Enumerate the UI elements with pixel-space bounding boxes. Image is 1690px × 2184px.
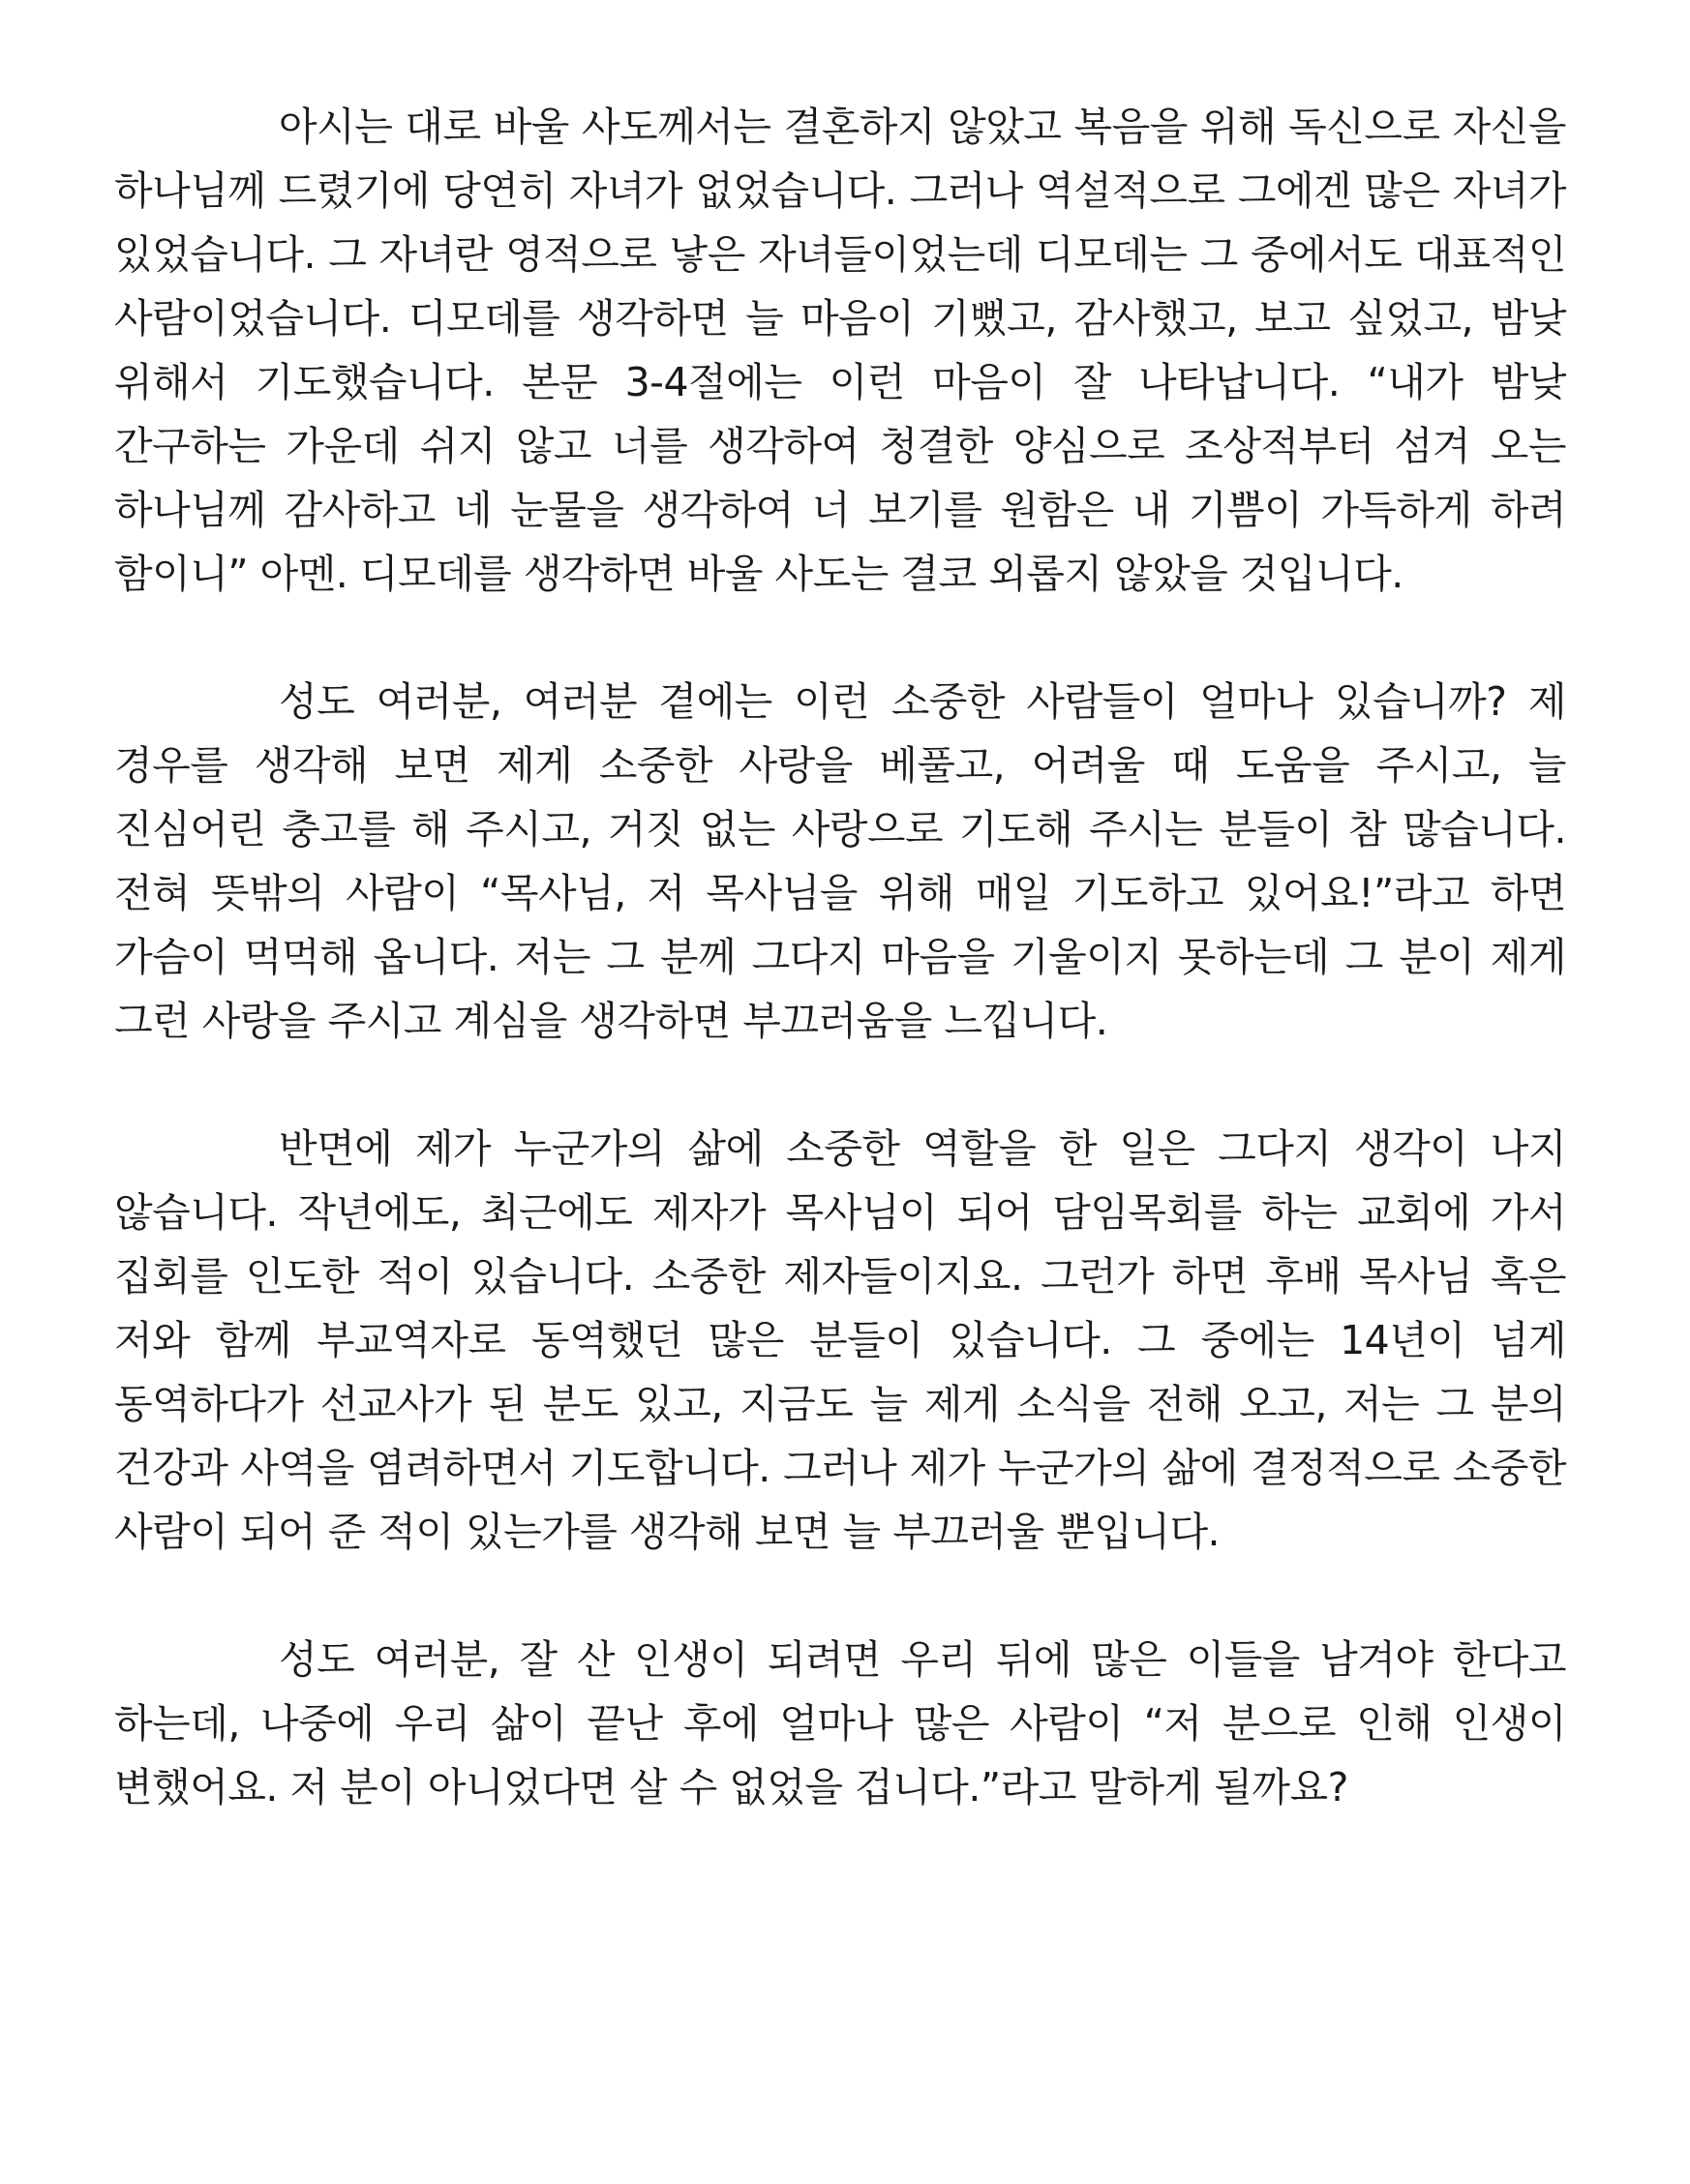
document-page xyxy=(114,95,1566,1819)
paragraph-1: 아시는 대로 바울 사도께서는 결혼하지 않았고 복음을 위해 독신으로 자신을 하나님께 드렸기에 당연히 자녀가 없었습니다. 그러나 역설적으로 그에겐 많은 자녀가 있었습니다. 그 자녀란 영적으로 낳은 자녀들이었는데 디모데는 그 중에서도 대표적인 사람이었습니다. 디모데를 생각하면 늘 마음이 기뻤고, 감사했고, 보고 싶었고, 밤낮 위해서 기도했습니다. 본문 3-4절에는 이런 마음이 잘 나타납니다. “내가 밤낮 간구하는 가운데 쉬지 않고 너를 생각하여 청결한 양심으로 조상적부터 섬겨 오는 하나님께 감사하고 네 눈물을 생각하여 너 보기를 원함은 내 기쁨이 가득하게 하려 함이니” 아멘. 디모데를 생각하면 바울 사도는 결코 외롭지 않았을 것입니다. xyxy=(114,104,1566,597)
paragraph-2: 성도 여러분, 여러분 곁에는 이런 소중한 사람들이 얼마나 있습니까? 제 경우를 생각해 보면 제게 소중한 사랑을 베풀고, 어려울 때 도움을 주시고, 늘 진심어린 충고를 해 주시고, 거짓 없는 사랑으로 기도해 주시는 분들이 참 많습니다. 전혀 뜻밖의 사람이 “목사님, 저 목사님을 위해 매일 기도하고 있어요!”라고 하면 가슴이 먹먹해 옵니다. 저는 그 분께 그다지 마음을 기울이지 못하는데 그 분이 제게 그런 사랑을 주시고 계심을 생각하면 부끄러움을 느낍니다. xyxy=(114,678,1566,1044)
paragraph-4: 성도 여러분, 잘 산 인생이 되려면 우리 뒤에 많은 이들을 남겨야 한다고 하는데, 나중에 우리 삶이 끝난 후에 얼마나 많은 사람이 “저 분으로 인해 인생이 변했어요. 저 분이 아니었다면 살 수 없었을 겁니다.”라고 말하게 될까요? xyxy=(114,1636,1566,1810)
paragraph-3: 반면에 제가 누군가의 삶에 소중한 역할을 한 일은 그다지 생각이 나지 않습니다. 작년에도, 최근에도 제자가 목사님이 되어 담임목회를 하는 교회에 가서 집회를 인도한 적이 있습니다. 소중한 제자들이지요. 그런가 하면 후배 목사님 혹은 저와 함께 부교역자로 동역했던 많은 분들이 있습니다. 그 중에는 14년이 넘게 동역하다가 선교사가 된 분도 있고, 지금도 늘 제게 소식을 전해 오고, 저는 그 분의 건강과 사역을 염려하면서 기도합니다. 그러나 제가 누군가의 삶에 결정적으로 소중한 사람이 되어 준 적이 있는가를 생각해 보면 늘 부끄러울 뿐입니다. xyxy=(114,1125,1566,1555)
